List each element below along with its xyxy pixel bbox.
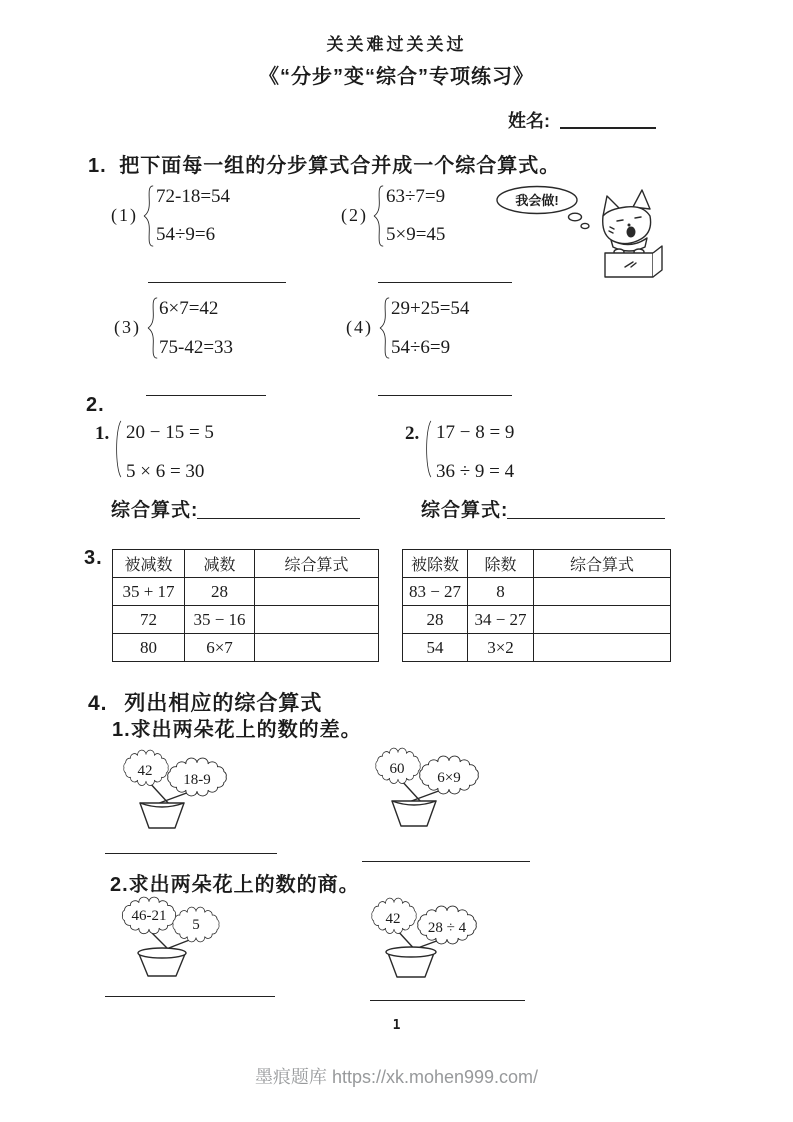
q1-item3-eq2: 75-42=33 — [159, 337, 234, 358]
cell-value: 28 — [185, 578, 255, 606]
footer-watermark: 墨痕题库 https://xk.mohen999.com/ — [254, 1067, 539, 1087]
q2-item2-eq2: 36 ÷ 9 = 4 — [436, 461, 515, 482]
thought-dot-icon — [569, 213, 582, 221]
cell-value: 80 — [113, 634, 185, 662]
thought-dot-icon — [581, 223, 589, 228]
table-row — [403, 578, 671, 606]
answer-cell[interactable] — [255, 606, 379, 634]
q4-sub2-answer-blank-right[interactable] — [370, 1000, 525, 1001]
flower-value: 60 — [389, 761, 405, 777]
flower-group-1 — [118, 745, 268, 833]
q4-sub1-answer-blank-left[interactable] — [105, 853, 277, 854]
answer-cell[interactable] — [255, 578, 379, 606]
q1-item3-label: (3) — [114, 317, 141, 337]
flower-value: 18-9 — [183, 772, 211, 788]
q2-item2-answer-label: 综合算式: — [421, 500, 509, 521]
q1-item2-answer-blank[interactable] — [378, 282, 512, 283]
speech-bubble-text: 我会做! — [515, 193, 559, 208]
answer-cell[interactable] — [534, 634, 671, 662]
cell-value: 72 — [113, 606, 185, 634]
q4-heading-text: 列出相应的综合算式 — [124, 692, 323, 715]
column-header: 除数 — [468, 550, 534, 578]
q2-item1-answer-blank[interactable] — [197, 518, 360, 519]
q1-item4-answer-blank[interactable] — [378, 395, 512, 396]
q2-number: 2. — [86, 394, 105, 416]
q1-item1-eq1: 72-18=54 — [156, 186, 231, 207]
table-header-row — [403, 550, 671, 578]
answer-cell[interactable] — [255, 634, 379, 662]
cell-value: 8 — [468, 578, 534, 606]
cell-value: 34 − 27 — [468, 606, 534, 634]
q1-item2-label: (2) — [341, 205, 368, 225]
q2-item2-answer-blank[interactable] — [507, 518, 665, 519]
cell-value: 28 — [403, 606, 468, 634]
q1-heading — [88, 149, 560, 178]
dog-icon — [603, 190, 651, 255]
table-row — [113, 578, 379, 606]
q1-item1-eq2: 54÷9=6 — [156, 224, 216, 245]
flower-group-2 — [370, 743, 520, 831]
q1-item4-eq2: 54÷6=9 — [391, 337, 451, 358]
dog-mascot-illustration — [495, 183, 665, 280]
flower-value: 5 — [192, 917, 200, 933]
flower-value: 42 — [137, 763, 153, 779]
column-header: 被减数 — [113, 550, 185, 578]
q1-item3-answer-blank[interactable] — [146, 395, 266, 396]
cell-value: 54 — [403, 634, 468, 662]
flower-value: 42 — [385, 911, 401, 927]
vase-rim — [386, 947, 436, 957]
flower-value: 46-21 — [131, 908, 167, 924]
worksheet-title: 《“分步”变“综合”专项练习》 — [259, 66, 534, 88]
flower-group-3 — [118, 893, 268, 981]
flower-value: 28 ÷ 4 — [427, 920, 467, 936]
flower-group-4 — [366, 893, 516, 981]
q2-item1-answer-label: 综合算式: — [111, 500, 199, 521]
q1-item1-label: (1) — [111, 205, 138, 225]
cell-value: 35 + 17 — [113, 578, 185, 606]
page-number: 1 — [392, 1018, 401, 1033]
q4-sub1: 1.求出两朵花上的数的差。 — [112, 719, 362, 741]
answer-cell[interactable] — [534, 578, 671, 606]
answer-cell[interactable] — [534, 606, 671, 634]
division-table — [402, 549, 671, 662]
q1-item1-answer-blank[interactable] — [148, 282, 286, 283]
q1-item4-label: (4) — [346, 317, 373, 337]
q1-number: 1. — [88, 155, 107, 177]
table-row — [403, 634, 671, 662]
column-header: 综合算式 — [534, 550, 671, 578]
vase-rim — [138, 948, 186, 958]
name-label: 姓名: — [508, 111, 550, 131]
page-motto: 关关难过关关过 — [326, 35, 467, 54]
cell-value: 83 − 27 — [403, 578, 468, 606]
q3-number: 3. — [84, 547, 103, 569]
q1-item2-eq1: 63÷7=9 — [386, 186, 446, 207]
table-row — [403, 606, 671, 634]
table-row — [113, 634, 379, 662]
column-header: 减数 — [185, 550, 255, 578]
name-blank[interactable] — [560, 127, 656, 129]
q1-item2-eq2: 5×9=45 — [386, 224, 446, 245]
subtraction-table — [112, 549, 379, 662]
q2-item1-eq1: 20 − 15 = 5 — [126, 422, 214, 443]
paren-icon — [422, 420, 436, 478]
q4-sub1-answer-blank-right[interactable] — [362, 861, 530, 862]
flower-value: 6×9 — [437, 770, 461, 786]
cell-value: 3×2 — [468, 634, 534, 662]
q4-sub2-answer-blank-left[interactable] — [105, 996, 275, 997]
column-header: 综合算式 — [255, 550, 379, 578]
q2-item2-label: 2. — [405, 423, 420, 444]
table-header-row — [113, 550, 379, 578]
q2-item1-eq2: 5 × 6 = 30 — [126, 461, 205, 482]
q4-number: 4. — [88, 692, 108, 715]
table-row — [113, 606, 379, 634]
q2-item2-eq1: 17 − 8 = 9 — [436, 422, 515, 443]
q4-sub2: 2.求出两朵花上的数的商。 — [110, 874, 360, 896]
column-header: 被除数 — [403, 550, 468, 578]
cell-value: 6×7 — [185, 634, 255, 662]
q1-item3-eq1: 6×7=42 — [159, 298, 219, 319]
q1-item4-eq1: 29+25=54 — [391, 298, 470, 319]
paren-icon — [112, 420, 126, 478]
q1-heading-text: 把下面每一组的分步算式合并成一个综合算式。 — [119, 155, 561, 177]
cell-value: 35 − 16 — [185, 606, 255, 634]
q2-item1-label: 1. — [95, 423, 110, 444]
